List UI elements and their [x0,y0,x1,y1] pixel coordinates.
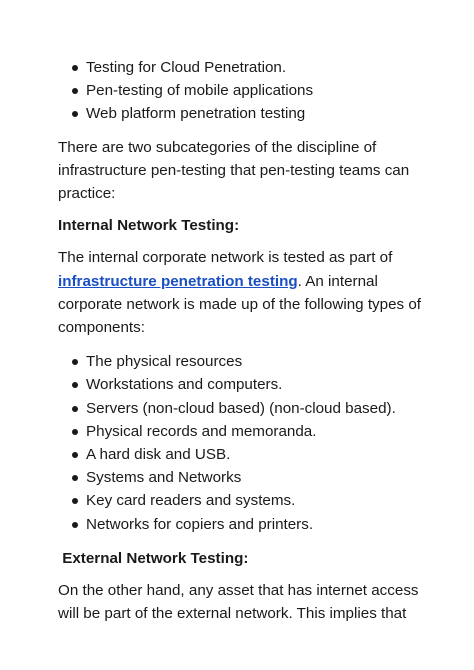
list-item-text: Physical records and memoranda. [86,422,317,440]
list-item-text: The physical resources [86,353,243,371]
bullet-icon [72,359,78,365]
list-item-text: Testing for Cloud Penetration. [86,59,287,76]
bullet-icon [72,498,78,504]
list-item-text: Web platform penetration testing [86,105,306,123]
components-bullet-list [58,350,438,536]
list-item [58,489,438,512]
bullet-icon [72,111,78,117]
list-item-text: Pen-testing of mobile applications [86,82,314,100]
list-item [58,420,438,443]
list-item-text: Systems and Networks [86,469,242,487]
list-item-text: Workstations and computers. [86,376,283,394]
bullet-icon [72,429,78,435]
bullet-icon [72,475,78,481]
bullet-icon [72,88,78,94]
list-item [58,443,438,466]
paragraph-text: The internal corporate network is tested as part of [58,249,393,267]
bullet-icon [72,65,78,71]
list-item [58,56,438,79]
external-network-heading: External Network Testing: [58,549,249,567]
list-item-text: Networks for copiers and printers. [86,515,314,533]
internal-network-paragraph [58,246,438,339]
internal-network-heading: Internal Network Testing: [58,217,240,235]
list-item-text: A hard disk and USB. [86,446,231,464]
list-item [58,466,438,489]
list-item [58,350,438,373]
document-page [58,56,438,625]
bullet-icon [72,406,78,412]
list-item [58,79,438,102]
infrastructure-penetration-testing-link[interactable]: infrastructure penetration testing [58,272,298,290]
list-item [58,373,438,396]
top-bullet-list [58,56,438,126]
list-item [58,397,438,420]
list-item-text: Servers (non-cloud based) (non-cloud based). [86,399,396,417]
paragraph-text: . An internal corporate network is made up of the following types of components: [58,272,422,337]
external-network-paragraph: On the other hand, any asset that has internet access will be part of the external network. This implies that [58,582,419,623]
bullet-icon [72,522,78,528]
intro-paragraph: There are two subcategories of the discipline of infrastructure pen-testing that pen-testing teams can practice: [58,138,410,203]
bullet-icon [72,382,78,388]
list-item [58,513,438,536]
list-item-text: Key card readers and systems. [86,492,296,510]
list-item [58,102,438,125]
bullet-icon [72,452,78,458]
